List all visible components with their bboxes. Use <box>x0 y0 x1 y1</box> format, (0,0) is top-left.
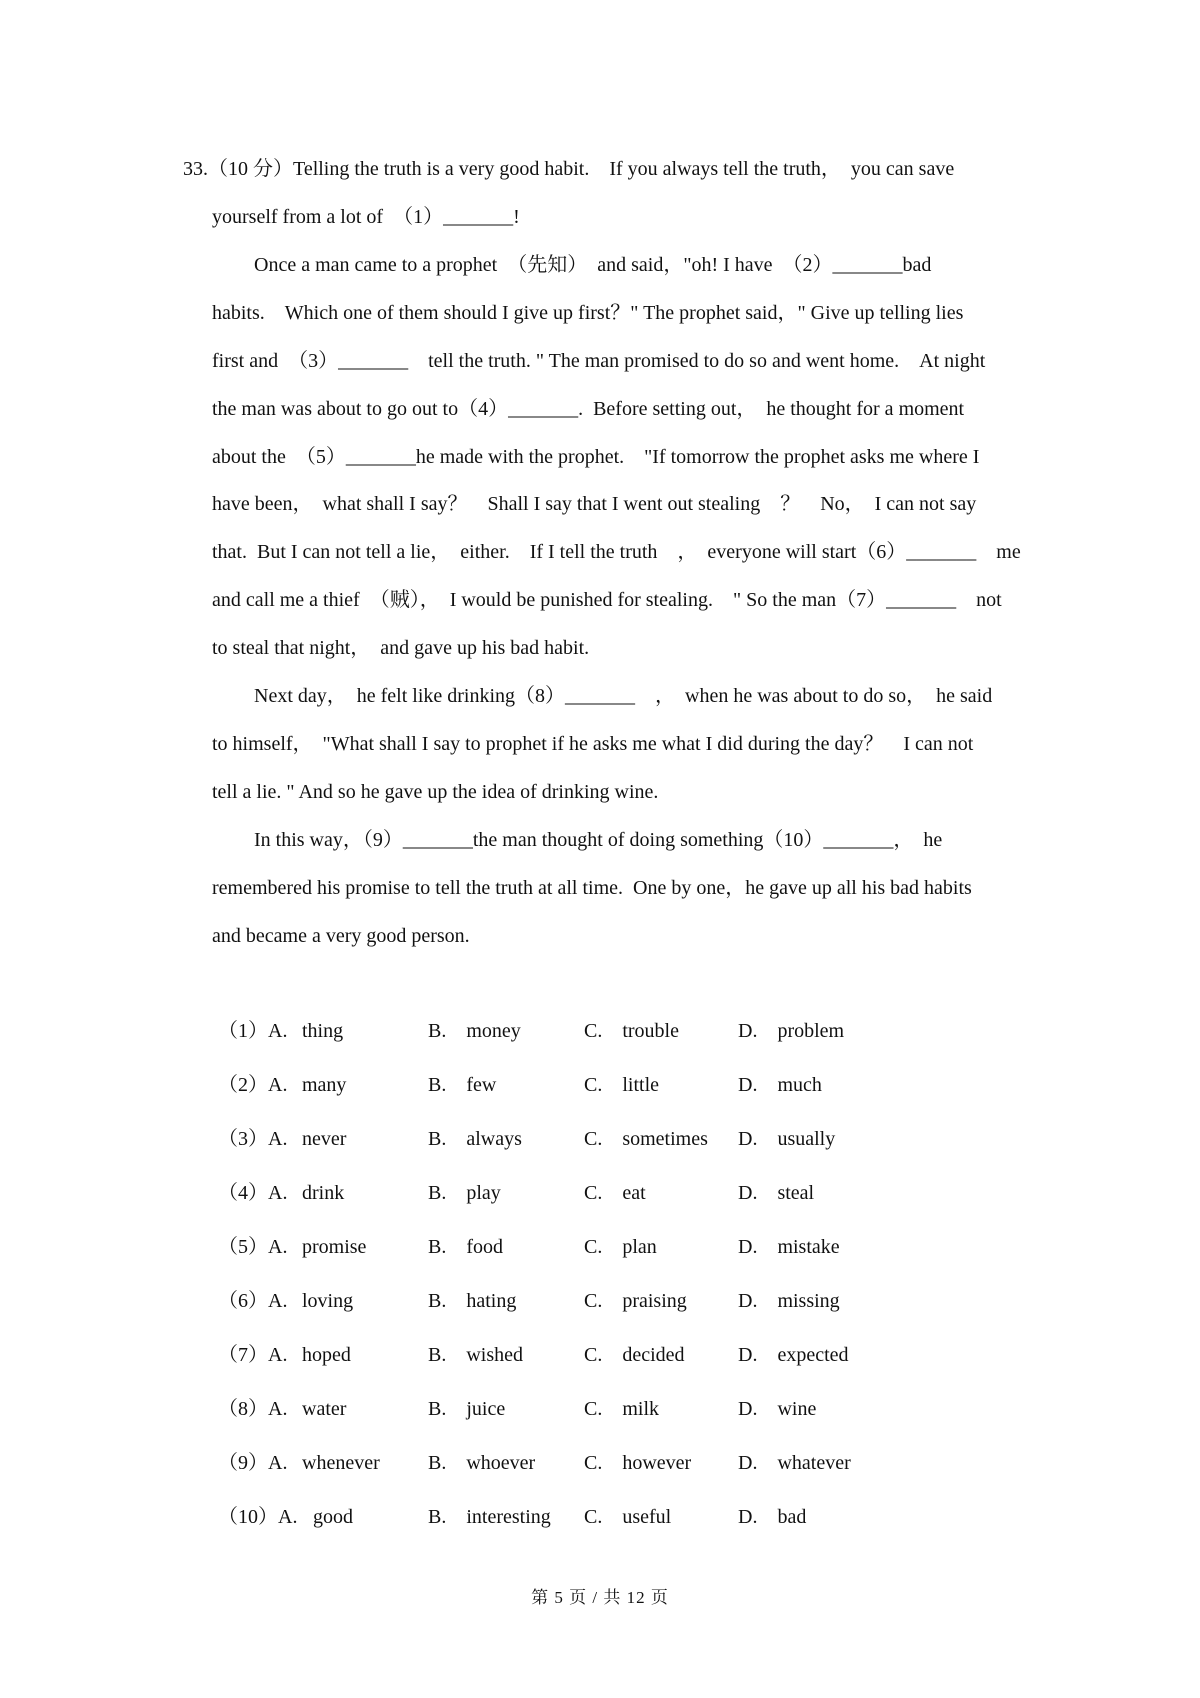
option-a: many <box>302 1074 347 1096</box>
option-c: C. praising <box>584 1290 687 1312</box>
option-a: good <box>313 1506 353 1528</box>
option-number: （7）A. <box>218 1344 288 1366</box>
option-number: （1）A. <box>218 1020 288 1042</box>
option-b: B. hating <box>428 1290 517 1312</box>
option-c: C. eat <box>584 1182 646 1204</box>
passage-line: that. But I can not tell a lie， either. If I tell the truth ， everyone will start（6）_______ me <box>212 541 1021 563</box>
option-b: B. always <box>428 1128 522 1150</box>
option-c: C. trouble <box>584 1020 679 1042</box>
passage-line: and became a very good person. <box>212 925 470 947</box>
option-number: （6）A. <box>218 1290 288 1312</box>
option-number: （8）A. <box>218 1398 288 1420</box>
option-a: drink <box>302 1182 345 1204</box>
option-number: （5）A. <box>218 1236 288 1258</box>
option-number: （4）A. <box>218 1182 288 1204</box>
option-a: loving <box>302 1290 354 1312</box>
option-d: D. problem <box>738 1020 845 1042</box>
option-d: D. much <box>738 1074 822 1096</box>
option-a: never <box>302 1128 347 1150</box>
option-d: D. bad <box>738 1506 807 1528</box>
option-b: B. money <box>428 1020 521 1042</box>
option-a: whenever <box>302 1452 380 1474</box>
option-d: D. usually <box>738 1128 836 1150</box>
option-b: B. interesting <box>428 1506 551 1528</box>
option-number: （10）A. <box>218 1506 298 1528</box>
option-c: C. little <box>584 1074 659 1096</box>
option-b: B. few <box>428 1074 497 1096</box>
option-c: C. decided <box>584 1344 685 1366</box>
option-c: C. however <box>584 1452 692 1474</box>
passage-line: and call me a thief （贼）， I would be punished for stealing. " So the man（7）_______ not <box>212 589 1002 611</box>
passage-line: remembered his promise to tell the truth at all time. One by one，he gave up all his bad habits <box>212 877 972 899</box>
passage-line: have been， what shall I say？ Shall I say that I went out stealing ？ No， I can not say <box>212 493 977 515</box>
option-b: B. food <box>428 1236 503 1258</box>
option-number: （3）A. <box>218 1128 288 1150</box>
passage-line: to himself， "What shall I say to prophet if he asks me what I did during the day？ I can not <box>212 733 974 755</box>
option-a: thing <box>302 1020 344 1042</box>
passage-line: Once a man came to a prophet （先知） and said，"oh! I have （2）_______bad <box>254 254 932 276</box>
passage-line: to steal that night， and gave up his bad habit. <box>212 637 590 659</box>
option-a: promise <box>302 1236 367 1258</box>
passage-line: about the （5）_______he made with the prophet. "If tomorrow the prophet asks me where I <box>212 446 980 468</box>
option-a: water <box>302 1398 347 1420</box>
option-c: C. milk <box>584 1398 660 1420</box>
passage-line: yourself from a lot of （1）_______! <box>212 206 520 228</box>
option-d: D. mistake <box>738 1236 840 1258</box>
option-a: hoped <box>302 1344 351 1366</box>
option-d: D. whatever <box>738 1452 851 1474</box>
option-number: （9）A. <box>218 1452 288 1474</box>
option-c: C. plan <box>584 1236 657 1258</box>
passage-line: first and （3）_______ tell the truth. " The man promised to do so and went home. At night <box>212 350 986 372</box>
option-b: B. whoever <box>428 1452 536 1474</box>
option-d: D. missing <box>738 1290 840 1312</box>
passage-line: tell a lie. " And so he gave up the idea of drinking wine. <box>212 781 659 803</box>
option-c: C. sometimes <box>584 1128 708 1150</box>
passage-line: In this way，（9）_______the man thought of doing something（10）_______， he <box>254 829 943 851</box>
option-b: B. juice <box>428 1398 506 1420</box>
option-c: C. useful <box>584 1506 672 1528</box>
passage-line: habits. Which one of them should I give up first？" The prophet said，" Give up telling lies <box>212 302 964 324</box>
passage-line: Next day， he felt like drinking（8）_______ ， when he was about to do so， he said <box>254 685 993 707</box>
option-number: （2）A. <box>218 1074 288 1096</box>
option-b: B. wished <box>428 1344 523 1366</box>
page-number-footer: 第 5 页 / 共 12 页 <box>531 1588 669 1607</box>
passage-line: 33.（10 分）Telling the truth is a very good habit. If you always tell the truth， you can save <box>183 158 955 180</box>
option-d: D. steal <box>738 1182 815 1204</box>
option-d: D. wine <box>738 1398 817 1420</box>
option-b: B. play <box>428 1182 501 1204</box>
option-d: D. expected <box>738 1344 849 1366</box>
passage-line: the man was about to go out to（4）_______. Before setting out， he thought for a moment <box>212 398 965 420</box>
